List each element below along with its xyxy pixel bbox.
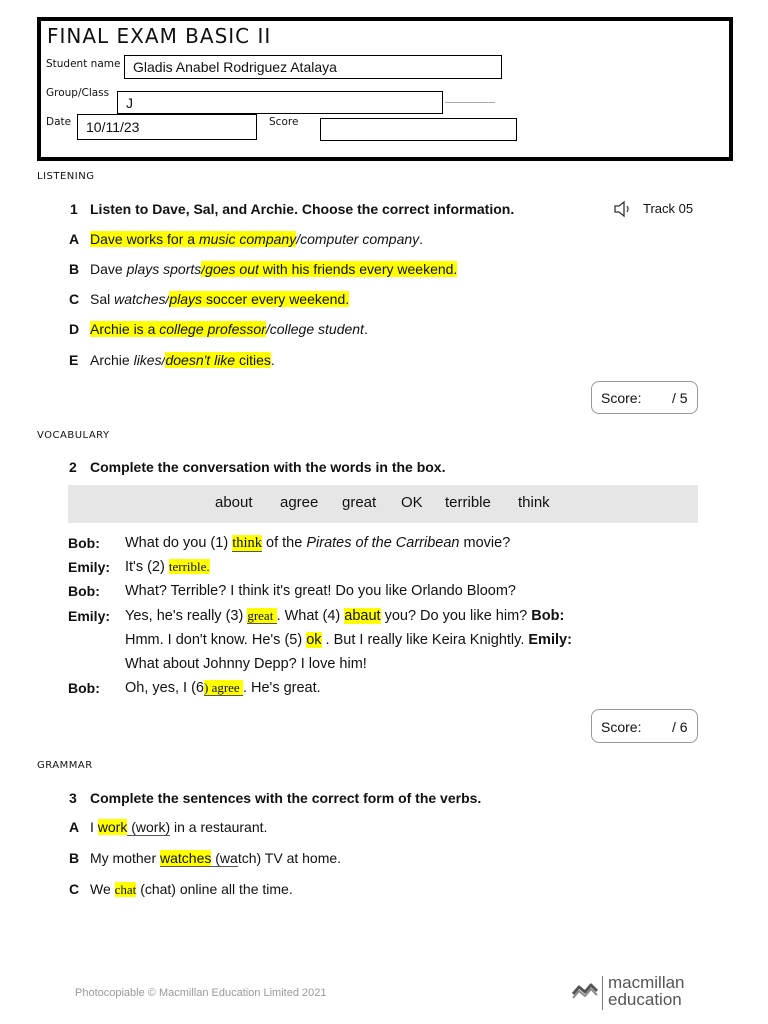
listening-item-b: Dave plays sports/goes out with his friends every weekend. — [90, 261, 458, 277]
score-box-total: / 6 — [672, 719, 688, 735]
group-line — [445, 102, 495, 103]
item-letter: A — [69, 819, 80, 835]
brand-line-1: macmillan — [608, 973, 685, 992]
item-letter: C — [69, 881, 80, 897]
answer-3: great — [247, 608, 277, 623]
listening-item-c: Sal watches/plays soccer every weekend. — [90, 291, 350, 307]
grammar-answer-c: chat — [114, 882, 137, 897]
speaker-name: Emily: — [68, 559, 111, 575]
grammar-item-b: My mother watches (watch) TV at home. — [90, 850, 342, 866]
score-label: Score — [269, 116, 299, 128]
speaker-name: Bob: — [68, 535, 100, 551]
word-box-word: think — [518, 494, 550, 511]
track-label: Track 05 — [643, 201, 694, 216]
grammar-answer-b: watches — [160, 850, 212, 866]
question-3-instruction: Complete the sentences with the correct form of the verbs. — [90, 790, 482, 806]
speaker-icon[interactable] — [612, 199, 636, 224]
macmillan-logo-icon — [572, 979, 598, 1004]
score-field[interactable] — [320, 118, 517, 141]
group-field[interactable]: J — [117, 91, 443, 114]
student-name-label: Student name — [46, 58, 121, 70]
dialog-line-6: What about Johnny Depp? I love him! — [125, 656, 367, 672]
grammar-answer-a: work — [97, 819, 128, 835]
question-number-3: 3 — [69, 790, 77, 806]
word-box-word: about — [215, 494, 253, 511]
answer-6: ) agree — [203, 680, 243, 695]
section-grammar: GRAMMAR — [37, 760, 93, 771]
speaker-name: Emily: — [68, 608, 111, 624]
dialog-line-4: Yes, he's really (3) great . What (4) abaut you? Do you like him? Bob: — [125, 608, 565, 624]
question-1-instruction: Listen to Dave, Sal, and Archie. Choose the correct information. — [90, 201, 515, 217]
item-letter: B — [69, 261, 80, 277]
listening-score-box[interactable] — [591, 381, 698, 414]
speaker-name: Bob: — [68, 583, 100, 599]
grammar-item-a: I work (work) in a restaurant. — [90, 819, 268, 835]
date-label: Date — [46, 116, 72, 128]
section-listening: LISTENING — [37, 171, 95, 182]
dialog-line-2: It's (2) terrible. — [125, 559, 210, 575]
word-box-word: great — [342, 494, 377, 511]
answer-5: ok — [306, 632, 322, 648]
item-letter: E — [69, 352, 79, 368]
group-label: Group/Class — [46, 87, 110, 99]
brand-line-2: education — [608, 990, 682, 1009]
date-field[interactable]: 10/11/23 — [77, 114, 257, 140]
word-box — [68, 485, 698, 523]
dialog-line-1: What do you (1) think of the Pirates of the Carribean movie? — [125, 535, 511, 551]
word-box-word: OK — [401, 494, 423, 511]
item-letter: D — [69, 321, 80, 337]
logo-divider — [602, 976, 603, 1010]
word-box-word: terrible — [445, 494, 491, 511]
item-letter: A — [69, 231, 80, 247]
question-2-instruction: Complete the conversation with the words in the box. — [90, 459, 446, 475]
student-name-field[interactable]: Gladis Anabel Rodriguez Atalaya — [124, 55, 502, 79]
answer-2: terrible. — [168, 559, 210, 574]
speaker-name: Bob: — [68, 680, 100, 696]
exam-title: FINAL EXAM BASIC II — [47, 24, 272, 48]
score-box-total: / 5 — [672, 390, 688, 406]
item-letter: B — [69, 850, 80, 866]
dialog-line-3: What? Terrible? I think it's great! Do you like Orlando Bloom? — [125, 583, 516, 599]
listening-item-a: Dave works for a music company/computer company. — [90, 231, 424, 247]
answer-1: think — [232, 535, 262, 551]
grammar-item-c: We chat (chat) online all the time. — [90, 881, 293, 897]
item-letter: C — [69, 291, 80, 307]
dialog-line-5: Hmm. I don't know. He's (5) ok . But I really like Keira Knightly. Emily: — [125, 632, 572, 648]
section-vocabulary: VOCABULARY — [37, 430, 110, 441]
question-number-2: 2 — [69, 459, 77, 475]
question-number-1: 1 — [70, 201, 78, 217]
word-box-word: agree — [280, 494, 319, 511]
listening-item-e: Archie likes/doesn't like cities. — [90, 352, 275, 368]
dialog-line-7: Oh, yes, I (6) agree . He's great. — [125, 680, 321, 696]
listening-item-d: Archie is a college professor/college student. — [90, 321, 368, 337]
score-box-label: Score: — [601, 719, 642, 735]
footer-copyright: Photocopiable © Macmillan Education Limited 2021 — [75, 987, 327, 999]
vocabulary-score-box[interactable] — [591, 709, 698, 743]
score-box-label: Score: — [601, 390, 642, 406]
answer-4: abaut — [344, 608, 381, 624]
